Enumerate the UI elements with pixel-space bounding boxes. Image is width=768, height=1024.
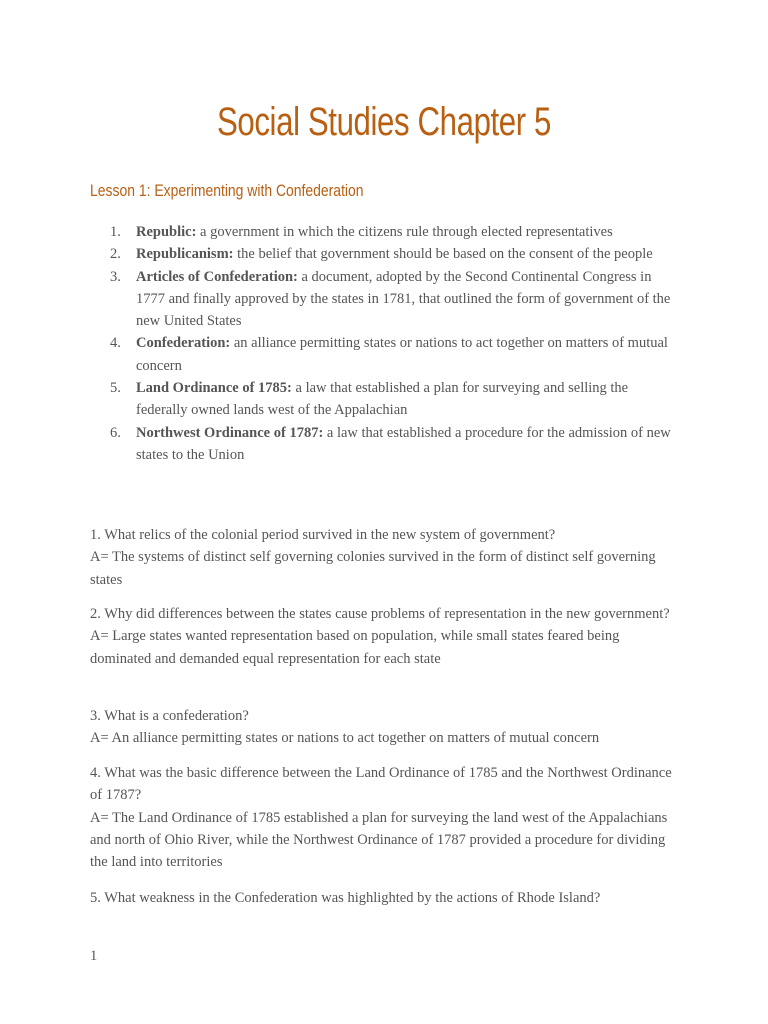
vocabulary-term: Articles of Confederation: xyxy=(136,268,298,285)
question-text: 3. What is a confederation? xyxy=(90,708,249,724)
question-block xyxy=(90,705,680,750)
question-text: 5. What weakness in the Confederation was highlighted by the actions of Rhode Island? xyxy=(90,890,601,906)
page-number: 1 xyxy=(90,948,98,964)
vocabulary-item xyxy=(90,332,680,377)
list-number: 5. xyxy=(110,380,121,397)
vocabulary-item xyxy=(90,243,680,265)
vocabulary-term: Confederation: xyxy=(136,335,231,352)
vocabulary-list xyxy=(90,221,680,466)
answer-text: A= An alliance permitting states or nations to act together on matters of mutual concern xyxy=(90,730,600,747)
vocabulary-item xyxy=(90,221,680,243)
question-text: 4. What was the basic difference between the Land Ordinance of 1785 and the Northwest Ordinance of 1787? xyxy=(90,765,672,804)
vocabulary-term: Republicanism: xyxy=(136,246,234,263)
vocabulary-definition: an alliance permitting states or nations to act together on matters of mutual concern xyxy=(136,335,668,374)
list-number: 6. xyxy=(110,424,121,441)
answer-text: A= The Land Ordinance of 1785 established a plan for surveying the land west of the Appalachians and north of Ohio River, while the Northwest Ordinance of 1787 provided a procedure for dividing the land into territories xyxy=(90,809,668,871)
vocabulary-item xyxy=(90,422,680,467)
question-block xyxy=(90,603,680,670)
answer-text: A= The systems of distinct self governing colonies survived in the form of distinct self governing states xyxy=(90,549,656,588)
question-block xyxy=(90,762,680,873)
answer-text: A= Large states wanted representation based on population, while small states feared being dominated and demanded equal representation for each state xyxy=(90,628,620,667)
vocabulary-definition: a law that established a plan for surveying and selling the federally owned lands west of the Appalachian xyxy=(136,380,629,419)
question-text: 2. Why did differences between the states cause problems of representation in the new government? xyxy=(90,606,670,622)
list-number: 4. xyxy=(110,335,121,352)
lesson-heading: Lesson 1: Experimenting with Confederation xyxy=(90,181,364,200)
vocabulary-term: Northwest Ordinance of 1787: xyxy=(136,424,324,441)
vocabulary-term: Republic: xyxy=(136,224,197,240)
list-number: 2. xyxy=(110,246,121,263)
list-number: 3. xyxy=(110,268,121,285)
vocabulary-definition: the belief that government should be based on the consent of the people xyxy=(233,246,653,263)
vocabulary-item xyxy=(90,377,680,422)
question-text: 1. What relics of the colonial period survived in the new system of government? xyxy=(90,527,556,543)
question-block xyxy=(90,887,680,909)
vocabulary-definition: a law that established a procedure for the admission of new states to the Union xyxy=(136,424,671,463)
question-block xyxy=(90,524,680,591)
vocabulary-definition: a government in which the citizens rule through elected representatives xyxy=(196,224,613,240)
vocabulary-definition: a document, adopted by the Second Continental Congress in 1777 and finally approved by the states in 1781, that outlined the form of government of the new United States xyxy=(136,268,671,330)
list-number: 1. xyxy=(110,224,121,240)
document-title: Social Studies Chapter 5 xyxy=(216,100,552,144)
vocabulary-item xyxy=(90,266,680,333)
vocabulary-term: Land Ordinance of 1785: xyxy=(136,380,292,397)
